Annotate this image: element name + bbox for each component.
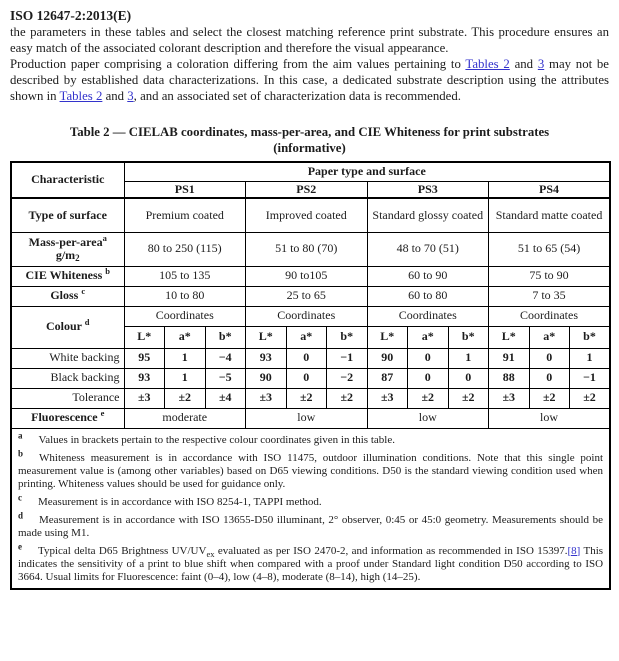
axis-header-b: b* xyxy=(448,326,489,348)
coord-value-cell: −4 xyxy=(205,348,246,368)
footnote-a-text: Values in brackets pertain to the respective colour coordinates given in this table. xyxy=(38,433,395,446)
cell-whiteness-ps3: 60 to 90 xyxy=(367,266,489,286)
subheader-coordinates-ps3: Coordinates xyxy=(367,306,489,326)
coord-value-cell: 90 xyxy=(246,368,287,388)
tolerance-cell: ±2 xyxy=(286,388,327,408)
header-ps4: PS4 xyxy=(489,181,611,198)
footnote-d-marker: d xyxy=(18,509,24,520)
table-caption-line2: (informative) xyxy=(273,141,346,155)
subheader-coordinates-ps4: Coordinates xyxy=(489,306,611,326)
coord-value-cell: 0 xyxy=(286,368,327,388)
axis-header-a: a* xyxy=(286,326,327,348)
cie-whiteness-label: CIE Whiteness xyxy=(25,268,103,283)
footnote-marker-b: b xyxy=(105,266,111,277)
footnote-e-text: evaluated as per ISO 2470-2, and information as recommended in ISO 15397. xyxy=(214,544,568,557)
coord-value-cell: 1 xyxy=(448,348,489,368)
footnote-marker-e: e xyxy=(100,408,105,419)
coord-value-cell: 88 xyxy=(489,368,530,388)
footnote-e-text: Typical delta D65 Brightness UV/UV xyxy=(38,544,207,557)
paragraph-text: and xyxy=(102,89,128,103)
cell-gloss-ps1: 10 to 80 xyxy=(124,286,246,306)
footnote-c xyxy=(18,491,603,509)
header-ps2: PS2 xyxy=(246,181,368,198)
axis-header-a: a* xyxy=(529,326,570,348)
paragraph-intro-text: the parameters in these tables and select the closest matching reference print substrate. This procedure ensures an easy match of the associated colorant description and therefore the visual appearance. xyxy=(10,25,609,55)
coord-value-cell: −2 xyxy=(327,368,368,388)
coord-value-cell: 0 xyxy=(529,368,570,388)
row-label-white-backing: White backing xyxy=(11,348,124,368)
cell-fluorescence-ps2: low xyxy=(246,408,368,428)
cell-whiteness-ps1: 105 to 135 xyxy=(124,266,246,286)
tolerance-cell: ±3 xyxy=(489,388,530,408)
axis-header-a: a* xyxy=(165,326,206,348)
coord-value-cell: 0 xyxy=(448,368,489,388)
tolerance-cell: ±3 xyxy=(367,388,408,408)
footnote-e-marker: e xyxy=(18,540,22,551)
cell-gloss-ps2: 25 to 65 xyxy=(246,286,368,306)
coord-value-cell: 93 xyxy=(124,368,165,388)
coord-value-cell: 0 xyxy=(408,368,449,388)
row-label-type-of-surface: Type of surface xyxy=(11,198,124,232)
footnote-a-marker: a xyxy=(18,429,23,440)
link-reference-8[interactable]: [8] xyxy=(567,544,581,557)
header-ps3: PS3 xyxy=(367,181,489,198)
coord-value-cell: 0 xyxy=(408,348,449,368)
header-paper-type-and-surface: Paper type and surface xyxy=(124,162,610,181)
tolerance-cell: ±2 xyxy=(165,388,206,408)
coord-value-cell: 1 xyxy=(570,348,611,368)
table-caption-line1: Table 2 — CIELAB coordinates, mass-per-area, and CIE Whiteness for print substrates xyxy=(69,125,550,139)
cell-mass-ps3: 48 to 70 (51) xyxy=(367,232,489,266)
cell-gloss-ps3: 60 to 80 xyxy=(367,286,489,306)
coord-value-cell: 1 xyxy=(165,368,206,388)
footnote-marker-a: a xyxy=(102,232,107,243)
axis-header-L: L* xyxy=(367,326,408,348)
coord-value-cell: 93 xyxy=(246,348,287,368)
row-label-black-backing: Black backing xyxy=(11,368,124,388)
axis-header-b: b* xyxy=(570,326,611,348)
table-caption xyxy=(10,124,609,156)
axis-header-b: b* xyxy=(327,326,368,348)
footnote-d-text: Measurement is in accordance with ISO 13655-D50 illuminant, 2° observer, 0:45 or 45:0 geometry. Measurements should be made using M1. xyxy=(18,513,604,539)
coord-value-cell: 91 xyxy=(489,348,530,368)
row-label-mass-per-area xyxy=(11,232,124,266)
cell-type-of-surface-ps3: Standard glossy coated xyxy=(367,198,489,232)
tolerance-cell: ±2 xyxy=(529,388,570,408)
cell-type-of-surface-ps1: Premium coated xyxy=(124,198,246,232)
paragraph-text: and xyxy=(509,57,538,71)
tolerance-cell: ±3 xyxy=(246,388,287,408)
axis-header-L: L* xyxy=(246,326,287,348)
link-table-3-second[interactable]: 3 xyxy=(127,89,134,103)
tolerance-cell: ±2 xyxy=(408,388,449,408)
subheader-coordinates-ps2: Coordinates xyxy=(246,306,368,326)
row-label-tolerance: Tolerance xyxy=(11,388,124,408)
coord-value-cell: 95 xyxy=(124,348,165,368)
header-characteristic: Characteristic xyxy=(11,162,124,198)
tolerance-cell: ±4 xyxy=(205,388,246,408)
tolerance-cell: ±2 xyxy=(570,388,611,408)
row-label-cie-whiteness xyxy=(11,266,124,286)
gloss-label: Gloss xyxy=(50,288,79,303)
tolerance-cell: ±3 xyxy=(124,388,165,408)
cell-mass-ps2: 51 to 80 (70) xyxy=(246,232,368,266)
footnote-c-marker: c xyxy=(18,491,22,502)
row-label-gloss xyxy=(11,286,124,306)
cell-fluorescence-ps3: low xyxy=(367,408,489,428)
mass-per-area-unit: g/m xyxy=(55,248,76,262)
link-tables-2[interactable]: Tables 2 xyxy=(465,57,510,71)
cell-type-of-surface-ps4: Standard matte coated xyxy=(489,198,611,232)
footnote-b-text: Whiteness measurement is in accordance with ISO 11475, outdoor illumination conditions. Note that this single point measurement value is (among other variables) based on D65 viewing conditions. D50 is the standard viewing condition used when printing. Whiteness values should be used for guidance only. xyxy=(18,451,604,490)
mass-per-area-label: Mass-per-area xyxy=(28,234,103,249)
coord-value-cell: −5 xyxy=(205,368,246,388)
footnote-e xyxy=(18,540,604,584)
footnote-a xyxy=(18,429,603,447)
paragraph-intro xyxy=(10,24,609,56)
axis-header-L: L* xyxy=(489,326,530,348)
document-id-header: ISO 12647-2:2013(E) xyxy=(10,8,132,23)
footnote-d xyxy=(18,509,604,540)
axis-header-L: L* xyxy=(124,326,165,348)
row-label-colour xyxy=(11,306,124,348)
cell-mass-ps1: 80 to 250 (115) xyxy=(124,232,246,266)
cell-gloss-ps4: 7 to 35 xyxy=(489,286,611,306)
colour-label: Colour xyxy=(45,319,82,334)
cell-mass-ps4: 51 to 65 (54) xyxy=(489,232,611,266)
footnote-e-text: This indicates the sensitivity of a print to blue shift when compared with a proof under Standard light condition D50 according to ISO 3664. Usual limits for Fluorescence: faint (0–4), low (4–8), moderate (8–14), high (14–25). xyxy=(18,544,604,583)
tolerance-cell: ±2 xyxy=(327,388,368,408)
uv-ex-subscript: ex xyxy=(206,548,215,559)
coord-value-cell: −1 xyxy=(327,348,368,368)
cell-fluorescence-ps1: moderate xyxy=(124,408,246,428)
cell-whiteness-ps2: 90 to105 xyxy=(246,266,368,286)
header-ps1: PS1 xyxy=(124,181,246,198)
row-label-fluorescence xyxy=(11,408,124,428)
footnote-b xyxy=(18,447,604,491)
footnote-c-text: Measurement is in accordance with ISO 8254-1, TAPPI method. xyxy=(38,495,322,508)
mass-per-area-unit-exponent: 2 xyxy=(75,253,80,263)
paragraph-text: , and an associated set of characterization data is recommended. xyxy=(133,89,461,103)
cell-whiteness-ps4: 75 to 90 xyxy=(489,266,611,286)
coord-value-cell: 90 xyxy=(367,348,408,368)
table-2-print-substrates xyxy=(10,161,611,590)
coord-value-cell: 1 xyxy=(165,348,206,368)
axis-header-a: a* xyxy=(408,326,449,348)
table-footnotes xyxy=(11,428,610,589)
cell-fluorescence-ps4: low xyxy=(489,408,611,428)
fluorescence-label: Fluorescence xyxy=(31,410,98,425)
paragraph-production-paper xyxy=(10,56,609,104)
footnote-b-marker: b xyxy=(18,447,24,458)
cell-type-of-surface-ps2: Improved coated xyxy=(246,198,368,232)
link-tables-2-second[interactable]: Tables 2 xyxy=(59,89,103,103)
tolerance-cell: ±2 xyxy=(448,388,489,408)
coord-value-cell: 0 xyxy=(529,348,570,368)
axis-header-b: b* xyxy=(205,326,246,348)
paragraph-text: may not be described by established data characterizations. In this case, a dedicated substrate description using the attributes shown in xyxy=(10,57,609,103)
paragraph-text: Production paper comprising a coloration differing from the aim values pertaining to xyxy=(10,57,466,71)
link-table-3[interactable]: 3 xyxy=(537,57,545,71)
coord-value-cell: 87 xyxy=(367,368,408,388)
coord-value-cell: −1 xyxy=(570,368,611,388)
subheader-coordinates-ps1: Coordinates xyxy=(124,306,246,326)
footnote-marker-c: c xyxy=(81,286,86,297)
coord-value-cell: 0 xyxy=(286,348,327,368)
footnote-marker-d: d xyxy=(84,317,90,328)
